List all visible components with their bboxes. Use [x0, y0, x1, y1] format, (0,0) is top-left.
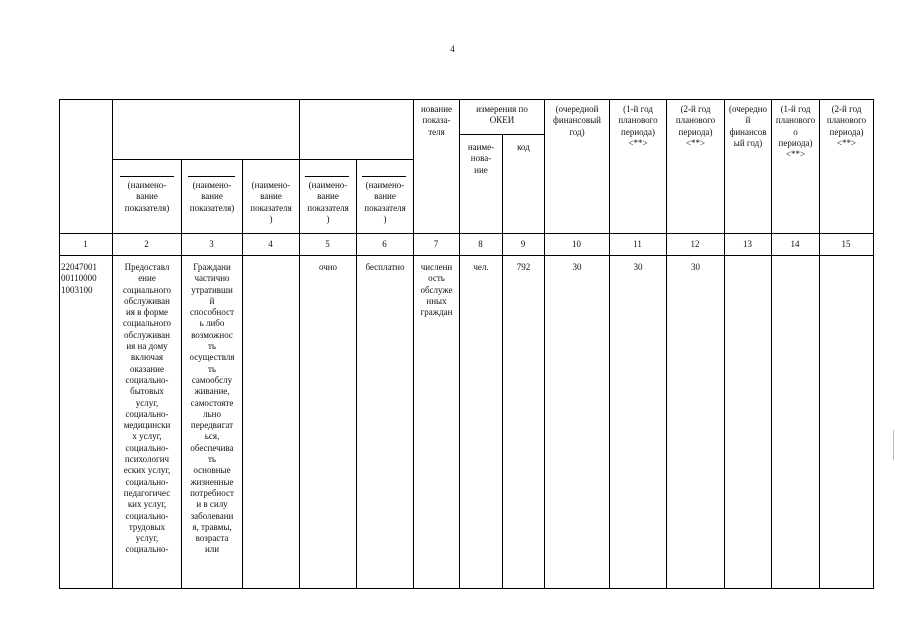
column-number-10: 10 — [572, 239, 581, 249]
column-number-2: 2 — [144, 239, 149, 249]
subheader-col3: (наимено- вание показателя) — [189, 180, 235, 213]
placeholder-line-col3 — [188, 176, 235, 177]
recipient-category-cell: Граждани частично утративши й способност ь либо возможнос ть осуществля ть самообслу живание, самостояте льно передвигат ься, обеспечива ть основные жизненные потребност и в силу заболевани я, травмы, возраста или — [189, 262, 235, 555]
subheader-col2: (наимено- вание показателя) — [124, 180, 170, 213]
column-number-12: 12 — [690, 239, 700, 249]
service-name-cell: Предоставл ение социального обслуживан ия в форме социального обслуживан ия на дому включая оказание социально- бытовых услуг, социально- медицински х услуг, социально- психологич еских услуг, социально- педагогичес ких услуг, социально- трудовых услуг, социально- — [122, 262, 172, 555]
page-number: 4 — [450, 44, 455, 54]
value-col10-cell: 30 — [572, 262, 582, 272]
column-number-3: 3 — [209, 239, 214, 249]
current-year-header: (очередной финансовый год) — [553, 104, 601, 137]
col-divider-9 — [724, 99, 725, 589]
current-year-header-2: (очередно й финансов ый год) — [728, 104, 768, 148]
plan-year-2-header: (2-й год планового периода) <**> — [675, 104, 716, 148]
unit-name-cell: чел. — [473, 262, 489, 272]
col-divider-6 — [544, 99, 545, 589]
column-number-13: 13 — [743, 239, 752, 249]
column-number-1: 1 — [83, 239, 88, 249]
column-number-9: 9 — [520, 239, 526, 249]
subheader-col4: (наимено- вание показателя ) — [250, 180, 292, 224]
column-number-11: 11 — [633, 239, 642, 249]
col-divider-1 — [59, 99, 60, 589]
col-divider-8 — [666, 99, 667, 589]
okei-col-divider — [502, 134, 503, 589]
col-divider-7 — [609, 99, 610, 589]
column-number-8: 8 — [478, 239, 483, 249]
value-col12-cell: 30 — [691, 262, 700, 272]
col-divider-10 — [771, 99, 772, 589]
col-divider-12 — [873, 99, 874, 589]
value-col11-cell: 30 — [633, 262, 643, 272]
col-divider-11 — [819, 99, 820, 589]
column-number-5: 5 — [325, 239, 330, 249]
okei-code-header: код — [517, 142, 530, 152]
column-number-4: 4 — [268, 239, 273, 249]
column-number-15: 15 — [841, 239, 851, 249]
page-edge-mark — [893, 430, 894, 460]
unit-code-cell: 792 — [516, 262, 531, 272]
subheader-col5: (наимено- вание показателя ) — [307, 180, 349, 224]
subheader-col6: (наимено- вание показателя ) — [364, 180, 406, 224]
indicator-name-header: нование показа- теля — [420, 104, 453, 137]
service-form-cell: очно — [318, 262, 338, 272]
registry-code-cell: 22047001 00110000 1003100 — [61, 262, 97, 295]
header-mid-divider — [112, 159, 413, 160]
placeholder-line-col6 — [362, 176, 406, 177]
plan-year-2-header-2: (2-й год планового периода) <**> — [826, 104, 867, 148]
col-divider-3 — [299, 99, 300, 589]
table-top-border — [59, 99, 873, 100]
okei-header: измерения по ОКЕИ — [476, 104, 528, 126]
placeholder-line-col5 — [305, 176, 349, 177]
okei-name-header: наиме- нова- ние — [467, 142, 495, 175]
column-number-7: 7 — [433, 239, 439, 249]
column-number-14: 14 — [790, 239, 800, 249]
column-number-6: 6 — [382, 239, 387, 249]
indicator-name-cell: численн ость обслуже нных граждан — [420, 262, 453, 318]
plan-year-1-header: (1-й год планового периода) <**> — [618, 104, 658, 148]
placeholder-line-col2 — [120, 176, 174, 177]
plan-year-1-header-2: (1-й год планового о периода) <**> — [775, 104, 816, 160]
col-divider-4 — [413, 99, 414, 589]
payment-type-cell: бесплатно — [365, 262, 405, 272]
